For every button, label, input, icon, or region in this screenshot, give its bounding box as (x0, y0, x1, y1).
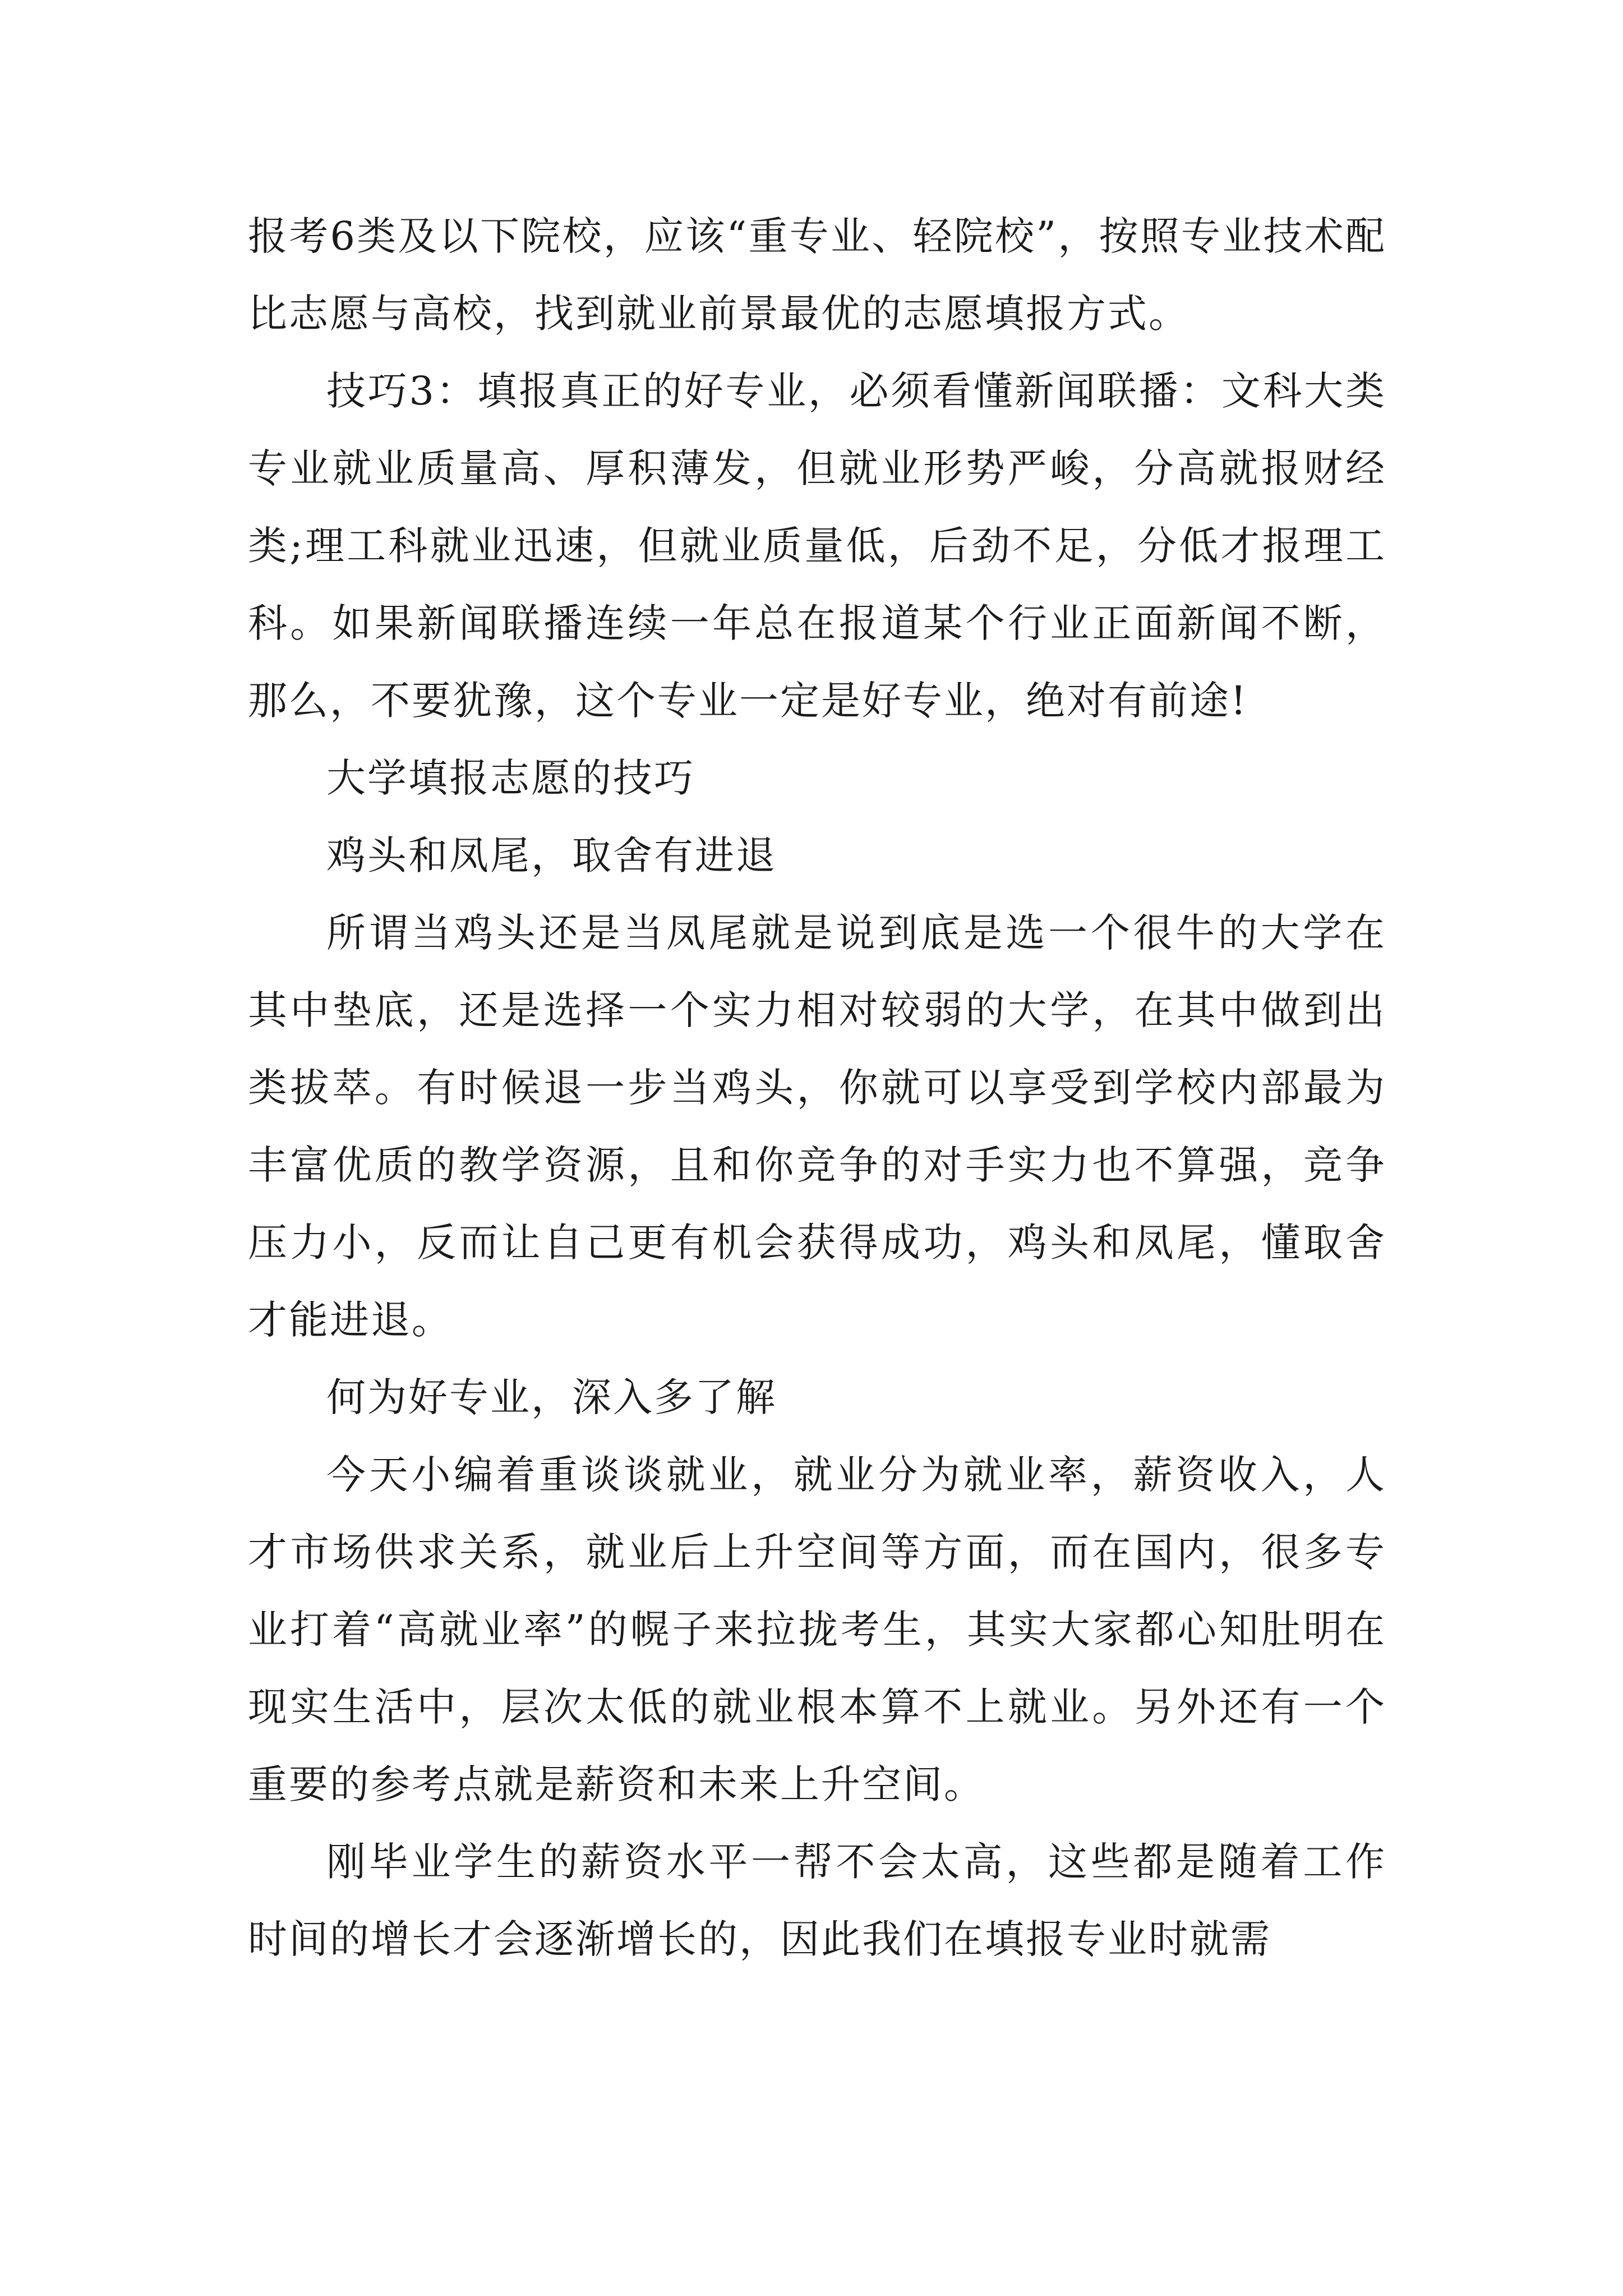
section-heading-tips: 大学填报志愿的技巧 (326, 755, 695, 801)
paragraph-employment: 今天小编着重谈谈就业，就业分为就业率，薪资收入，人才市场供求关系，就业后上升空间等方面，而在国内，很多专业打着“高就业率”的幌子来拉拢考生，其实大家都心知肚明在现实生活中，层次太低的就业根本算不上就业。另外还有一个重要的参考点就是薪资和未来上升空间。 (248, 1452, 1386, 1807)
body-text (248, 197, 1386, 1978)
subheading-chicken-head: 鸡头和凤尾，取舍有进退 (326, 832, 777, 878)
paragraph-salary: 刚毕业学生的薪资水平一帮不会太高，这些都是随着工作时间的增长才会逐渐增长的，因此我们在填报专业时就需 (248, 1839, 1386, 1962)
subheading-good-major: 何为好专业，深入多了解 (326, 1374, 777, 1420)
paragraph-chicken-head: 所谓当鸡头还是当凤尾就是说到底是选一个很牛的大学在其中垫底，还是选择一个实力相对较弱的大学，在其中做到出类拔萃。有时候退一步当鸡头，你就可以享受到学校内部最为丰富优质的教学资源，且和你竞争的对手实力也不算强，竞争压力小，反而让自己更有机会获得成功，鸡头和凤尾，懂取舍才能进退。 (248, 910, 1386, 1343)
paragraph-continuation: 报考6类及以下院校，应该“重专业、轻院校”，按照专业技术配比志愿与高校，找到就业前景最优的志愿填报方式。 (248, 213, 1386, 337)
paragraph-tip-3: 技巧3：填报真正的好专业，必须看懂新闻联播：文科大类专业就业质量高、厚积薄发，但就业形势严峻，分高就报财经类;理工科就业迅速，但就业质量低，后劲不足，分低才报理工科。如果新闻联播连续一年总在报道某个行业正面新闻不断，那么，不要犹豫，这个专业一定是好专业，绝对有前途! (248, 368, 1386, 724)
